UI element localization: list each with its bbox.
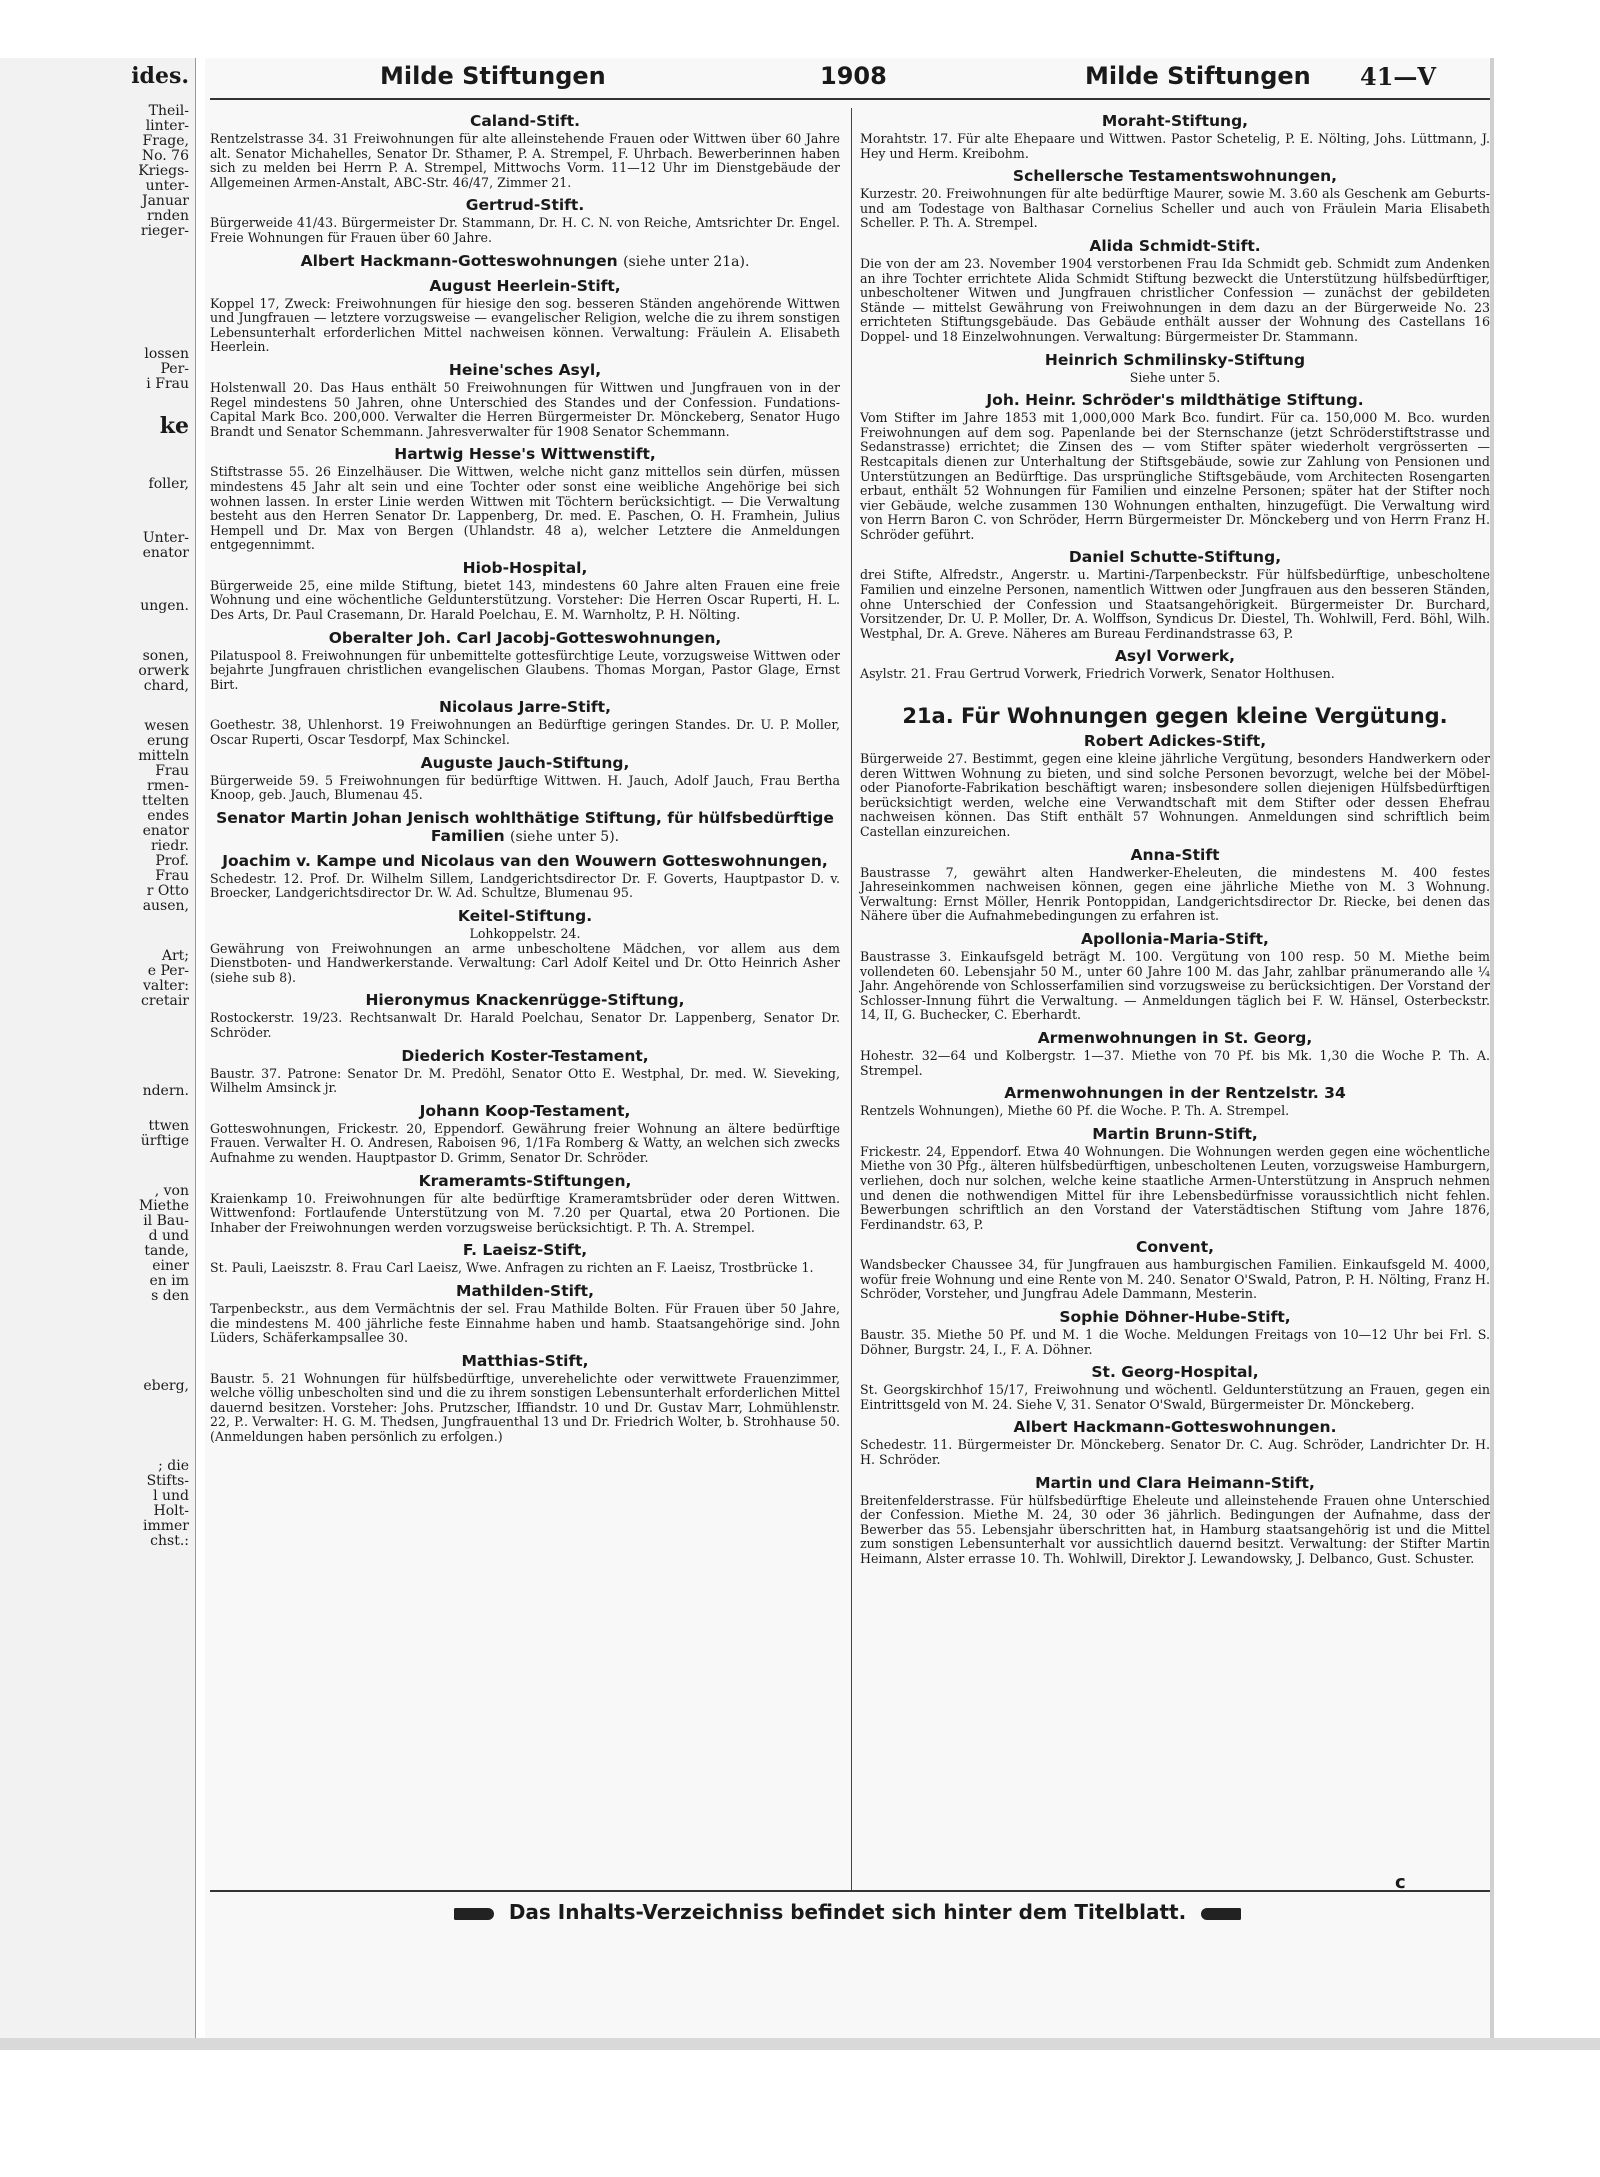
entry-body: Frickestr. 24, Eppendorf. Etwa 40 Wohnungen. Die Wohnungen werden gegen eine wöchentliche Miethe von 30 Pfg., älteren hülfsbedürftigen, unbescholtenen Leuten, vorzugsweise Hamburgern, verliehen, doch nur solchen, welche keine staatliche Armen-Unterstützung in Anspruch nehmen und denen die nothwendigen Mittel für ihre Lebensbedürfnisse voraussichtlich nicht fehlen. Bewerbungen schriftlich an den Vorstand der Vaterstädtischen Stiftung vom Jahre 1876, Ferdinandstr. 63, P. — [860, 1143, 1490, 1232]
foundation-entry — [860, 112, 1490, 161]
entry-title-text: Senator Martin Johan Jenisch wohlthätige Stiftung, für hülfsbedürftige Familien — [216, 808, 834, 845]
entry-title-text: Albert Hackmann-Gotteswohnungen. — [1013, 1418, 1337, 1437]
entry-title-text: Sophie Döhner-Hube-Stift, — [1059, 1308, 1291, 1327]
margin-fragment: Art; — [161, 948, 189, 964]
entry-title-text: Krameramts-Stiftungen, — [418, 1171, 632, 1190]
entry-cross-reference: (siehe unter 21a). — [623, 253, 750, 270]
entry-title — [210, 1047, 840, 1065]
margin-fragment: foller, — [148, 476, 189, 492]
entry-subtitle: Lohkoppelstr. 24. — [469, 926, 581, 941]
entry-subtitle: Siehe unter 5. — [1129, 369, 1221, 385]
entry-title — [860, 1308, 1490, 1326]
entry-title — [860, 237, 1490, 255]
entry-title — [210, 754, 840, 772]
margin-fragment: linter- — [145, 118, 189, 134]
entry-title-text: Auguste Jauch-Stiftung, — [420, 753, 630, 772]
margin-fragment: Prof. — [155, 853, 189, 869]
entry-title — [860, 112, 1490, 130]
page-header — [205, 58, 1490, 100]
foundation-entry — [210, 1047, 840, 1096]
foundation-entry — [860, 237, 1490, 345]
foundation-entry — [860, 1418, 1490, 1467]
entry-body: Bürgerweide 25, eine milde Stiftung, bietet 143, mindestens 60 Jahre alten Frauen eine freie Wohnung und eine wöchentliche Geldunterstützung. Vorsteher: Die Herren Oscar Ruperti, H. L. Des Arts, Dr. Paul Crasemann, Dr. Harald Poelchau, E. M. Warnholtz, P. H. Nölting. — [210, 577, 840, 623]
margin-fragment: , von — [154, 1183, 189, 1199]
entry-body: Baustr. 35. Miethe 50 Pf. und M. 1 die Woche. Meldungen Freitags von 10—12 Uhr bei Frl. S. Döhner, Burgstr. 24, I., F. A. Döhner. — [860, 1327, 1490, 1357]
entry-title-text: Heinrich Schmilinsky-Stiftung — [1044, 350, 1306, 369]
foundation-entry — [210, 907, 840, 985]
entry-title — [210, 1282, 840, 1300]
foundation-entry — [210, 1241, 840, 1276]
footer-note-text: Das Inhalts-Verzeichniss befindet sich hinter dem Titelblatt. — [508, 1900, 1187, 1924]
pointing-hand-icon — [1201, 1908, 1241, 1920]
entry-title — [210, 698, 840, 716]
scan-edge — [0, 2038, 1600, 2050]
entry-title — [860, 167, 1490, 185]
foundation-entry — [860, 1125, 1490, 1233]
entry-body: Breitenfelderstrasse. Für hülfsbedürftige Eheleute und alleinstehende Frauen ohne Unterschied der Confession. Miethe M. 24, 30 oder 36 jährlich. Bedingungen der Aufnahme, dass der Bewerber das 55. Lebensjahr überschritten hat, in Hamburg staatsangehörig ist und die Mittel zum sonstigen Lebensunterhalt vor aussichtlich dauernd besitzt. Verwaltung: der Stifter Martin Heimann, Alster errasse 10. Th. Wohlwill, Direktor J. Lewandowsky, J. Delbanco, Gust. Schuster. — [860, 1492, 1490, 1566]
left-column — [210, 108, 840, 1451]
entry-body: Baustrasse 7, gewährt alten Handwerker-Eheleuten, die mindestens M. 400 festes Jahreseinkommen nachweisen können, gegen eine jährliche Miethe von M. 3 Wohnung. Verwaltung: Ernst Möller, Henrik Pontoppidan, Landgerichtsdirector Dr. Riecke, bei denen das Nähere über die Aufnahmebedingungen zu erfahren ist. — [860, 864, 1490, 924]
entry-title — [210, 629, 840, 647]
entry-title-text: Keitel-Stiftung. — [457, 907, 593, 925]
entry-body: Bürgerweide 27. Bestimmt, gegen eine kleine jährliche Vergütung, besonders Handwerkern oder deren Wittwen Wohnung zu bieten, und sind solche Personen bevorzugt, welche bei der Möbel- oder Pianoforte-Fabrikation beschäftigt waren; insbesondere sollen diejenigen Hülfsbedürftigen berücksichtigt werden, welche eine Verwandtschaft mit dem Stifter oder dessen Ehefrau nachweisen können. Das Stift enthält 57 Wohnungen. Anmeldungen sind schriftlich beim Castellan einzureichen. — [860, 751, 1490, 839]
foundation-entry — [210, 361, 840, 439]
foundation-entry — [210, 698, 840, 747]
entry-title — [860, 351, 1490, 369]
foundation-entry — [210, 809, 840, 846]
margin-fragment: rieger- — [140, 223, 189, 239]
entry-body: Wandsbecker Chaussee 34, für Jungfrauen aus hamburgischen Familien. Einkaufsgeld M. 4000, wofür freie Wohnung und eine Rente von M. 240. Senator O'Swald, Patron, P. H. Nölting, Franz H. Schröder, Vorsteher, und Jungfrau Adele Dammann, Mesterin. — [860, 1257, 1490, 1302]
entry-title — [210, 445, 840, 463]
entry-title-text: Daniel Schutte-Stiftung, — [1068, 548, 1282, 567]
foundation-entry — [210, 1282, 840, 1346]
foundation-entry — [860, 732, 1490, 840]
entry-body: Baustr. 5. 21 Wohnungen für hülfsbedürftige, unverehelichte oder verwittwete Frauenzimmer, welche völlig unbescholten sind und die zu ihrem sonstigen Lebensunterhalt erforderlichen Mittel dauernd besitzen. Vorsteher: Johs. Prutzscher, Iffiandstr. 10 und Dr. Gustav Marr, Lohmühlenstr. 22, P.. Verwalter: H. G. M. Thedsen, Jungfrauenthal 13 und Dr. Friedrich Wolter, b. Strohhause 50. (Anmeldungen haben persönlich zu erfolgen.) — [210, 1370, 840, 1445]
margin-fragment: lossen — [144, 346, 189, 362]
entry-title — [210, 907, 840, 925]
entry-body: Koppel 17, Zweck: Freiwohnungen für hiesige den sog. besseren Ständen angehörende Wittwen und Jungfrauen — letztere vorzugsweise — evangelischer Religion, welche die zu ihrem sonstigen Lebensunterhalt erforderlichen Mittel nachweisen können. Verwaltung: Fräulein A. Elisabeth Heerlein. — [210, 295, 840, 355]
footer-rule — [210, 1890, 1490, 1892]
margin-fragment: riedr. — [150, 838, 189, 854]
margin-fragment: ke — [159, 413, 189, 439]
margin-fragment: rmen- — [147, 778, 189, 794]
header-rule — [210, 98, 1490, 100]
entry-title-text: Johann Koop-Testament, — [419, 1101, 631, 1120]
margin-fragment: chst.: — [150, 1533, 189, 1549]
entry-title-text: Mathilden-Stift, — [456, 1281, 594, 1300]
margin-fragment: d und — [148, 1228, 189, 1244]
foundation-entry — [210, 754, 840, 803]
foundation-entry — [860, 1029, 1490, 1078]
foundation-entry — [210, 252, 840, 271]
entry-title — [210, 361, 840, 379]
entry-title-text: Martin Brunn-Stift, — [1092, 1124, 1258, 1143]
entry-title-text: Schellersche Testamentswohnungen, — [1012, 167, 1338, 186]
entry-title-text: Anna-Stift — [1130, 845, 1220, 864]
entry-title — [210, 1102, 840, 1120]
entry-title — [210, 277, 840, 295]
foundation-entry — [860, 548, 1490, 641]
margin-fragment: ausen, — [142, 898, 189, 914]
margin-fragment: immer — [142, 1518, 189, 1534]
entry-title-text: Hieronymus Knackenrügge-Stiftung, — [365, 991, 685, 1010]
foundation-entry — [210, 991, 840, 1040]
entry-title-text: Joh. Heinr. Schröder's mildthätige Stiftung. — [986, 391, 1364, 410]
entry-body: St. Pauli, Laeiszstr. 8. Frau Carl Laeisz, Wwe. Anfragen zu richten an F. Laeisz, Trostbrücke 1. — [210, 1260, 814, 1276]
entry-title-text: Asyl Vorwerk, — [1114, 647, 1236, 666]
entry-body: Holstenwall 20. Das Haus enthält 50 Freiwohnungen für Wittwen und Jungfrauen von in der Regel mindestens 50 Jahren, ohne Unterschied des Standes und der Confession. Fundations-Capital Mark Bco. 200,000. Verwalter die Herren Bürgermeister Dr. Mönckeberg, Senator Hugo Brandt und Senator Schemmann. Jahresverwalter für 1908 Senator Schemmann. — [210, 379, 840, 439]
entry-title-text: Matthias-Stift, — [461, 1351, 589, 1370]
entry-title — [210, 196, 840, 214]
foundation-entry — [210, 277, 840, 355]
margin-fragment: il Bau- — [143, 1213, 189, 1229]
foundation-entry — [860, 1474, 1490, 1567]
entry-body: Goethestr. 38, Uhlenhorst. 19 Freiwohnungen an Bedürftige geringen Standes. Dr. U. P. Moller, Oscar Ruperti, Oscar Tesdorpf, Max Schinckel. — [210, 717, 840, 748]
margin-fragment: tande, — [144, 1243, 189, 1259]
margin-fragment: r Otto — [146, 883, 189, 899]
entry-body: Bürgerweide 59. 5 Freiwohnungen für bedürftige Wittwen. H. Jauch, Adolf Jauch, Frau Bertha Knoop, geb. Jauch, Blumenau 45. — [210, 772, 840, 803]
entry-body: Hohestr. 32—64 und Kolbergstr. 1—37. Miethe von 70 Pf. bis Mk. 1,30 die Woche P. Th. A. Strempel. — [860, 1047, 1490, 1078]
entry-title-text: Oberalter Joh. Carl Jacobj-Gotteswohnungen, — [328, 628, 722, 647]
margin-fragment: Frau — [155, 763, 189, 779]
foundation-entry — [860, 167, 1490, 231]
entry-title-text: Nicolaus Jarre-Stift, — [439, 698, 611, 717]
entry-title-text: Diederich Koster-Testament, — [401, 1046, 649, 1065]
right-column — [860, 108, 1490, 1573]
entry-cross-reference: (siehe unter 5). — [510, 828, 620, 845]
foundation-entry — [210, 445, 840, 553]
margin-fragment: Miethe — [138, 1198, 189, 1214]
header-year: 1908 — [820, 62, 887, 90]
header-left-title: Milde Stiftungen — [380, 62, 606, 90]
entry-title — [210, 1241, 840, 1259]
entry-body: St. Georgskirchhof 15/17, Freiwohnung und wöchentl. Geldunterstützung an Frauen, gegen ein Eintrittsgeld von M. 24. Siehe V, 31. Senator O'Swald, Bürgermeister Dr. Mönckeberg. — [860, 1382, 1490, 1412]
entry-title — [210, 1352, 840, 1370]
entry-body: Schedestr. 12. Prof. Dr. Wilhelm Sillem, Landgerichtsdirector Dr. F. Goverts, Hauptpastor D. v. Broecker, Landgerichtsdirector Dr. W. Ad. Schultze, Blumenau 95. — [210, 870, 840, 901]
entry-body: Rentzelstrasse 34. 31 Freiwohnungen für alte alleinstehende Frauen oder Wittwen über 60 Jahre alt. Senator Michahelles, Senator Dr. Sthamer, P. A. Strempel, F. Uhrbach. Bewerberinnen haben sich zu melden bei Herrn P. A. Strempel, Mittwochs Vorm. 11—12 Uhr im Dienstgebäude der Allgemeinen Armen-Anstalt, ABC-Str. 46/47, Zimmer 21. — [210, 131, 840, 190]
entry-body: Baustr. 37. Patrone: Senator Dr. M. Predöhl, Senator Otto E. Westphal, Dr. med. W. Sieveking, Wilhelm Amsinck jr. — [210, 1065, 840, 1096]
entry-title — [210, 809, 840, 846]
signature-mark: c — [1395, 1872, 1406, 1893]
entry-title-text: F. Laeisz-Stift, — [462, 1241, 588, 1260]
margin-fragment: Frage, — [142, 133, 189, 149]
margin-fragment: Per- — [160, 361, 189, 377]
margin-fragment: Holt- — [153, 1503, 189, 1519]
entry-body: Morahtstr. 17. Für alte Ehepaare und Wittwen. Pastor Schetelig, P. E. Nölting, Johs. Lüttmann, J. Hey und Herm. Kreibohm. — [860, 131, 1490, 161]
entry-title — [860, 1084, 1490, 1102]
entry-title — [860, 548, 1490, 566]
entry-title — [210, 852, 840, 870]
entry-title-text: Martin und Clara Heimann-Stift, — [1035, 1473, 1315, 1492]
footer-note — [205, 1900, 1490, 1924]
margin-fragment: endes — [147, 808, 189, 824]
entry-title-text: Robert Adickes-Stift, — [1083, 732, 1267, 751]
margin-fragment: ungen. — [140, 598, 189, 614]
margin-fragment: orwerk — [138, 663, 189, 679]
entry-body: Vom Stifter im Jahre 1853 mit 1,000,000 Mark Bco. fundirt. Für ca. 150,000 M. Bco. wurden Freiwohnungen auf dem sog. Papenlande bei der Sternschanze (jetzt Schröderstiftstrasse und Sedanstrasse) errichtet; die Zinsen des — vom Stifter später wiederholt vergrösserten — Restcapitals dienen zur Unterhaltung der Stiftsgebäude, sowie zur Zahlung von Pensionen und Unterstützungen an Bedürftige. Das ursprüngliche Stiftsgebäude, vom Architecten Rosengarten erbaut, enthält 52 Wohnungen für Familien und einzelne Personen; später hat der Stifter noch vier Gebäude, welche zusammen 130 Wohnungen enthalten, hinzugefügt. Die Verwaltung wird von Herrn Baron C. von Schröder, Herrn Bürgermeister Dr. Mönckeberg und von Herrn Franz H. Schröder geführt. — [860, 410, 1490, 542]
entry-body: Tarpenbeckstr., aus dem Vermächtnis der sel. Frau Mathilde Bolten. Für Frauen über 50 Jahre, die mindestens M. 400 jährliche feste Einnahme haben und hamb. Staatsangehörige sind. John Lüders, Schäferkampsallee 30. — [210, 1300, 840, 1346]
margin-fragment: unter- — [145, 178, 189, 194]
margin-fragment: cretair — [141, 993, 189, 1009]
entry-title — [860, 391, 1490, 409]
foundation-entry — [210, 629, 840, 693]
entry-body: Kraienkamp 10. Freiwohnungen für alte bedürftige Krameramtsbrüder oder deren Wittwen. Wittwenfond: Fortlaufende Unterstützung von M. 7.20 per Quartal, etwa 20 Portionen. Die Inhaber der Freiwohnungen werden vorzugsweise berücksichtigt. P. Th. A. Strempel. — [210, 1190, 840, 1235]
margin-fragment: i Frau — [146, 376, 189, 392]
margin-fragment: en im — [149, 1273, 189, 1289]
margin-fragment: ndern. — [142, 1083, 189, 1099]
foundation-entry — [860, 647, 1490, 682]
foundation-entry — [210, 196, 840, 245]
foundation-entry — [860, 351, 1490, 386]
entry-title — [210, 991, 840, 1009]
pointing-hand-icon — [454, 1908, 494, 1920]
margin-fragment: l und — [153, 1488, 189, 1504]
foundation-entry — [860, 1363, 1490, 1412]
foundation-entry — [210, 1352, 840, 1445]
header-right-title: Milde Stiftungen — [1085, 62, 1311, 90]
margin-fragment: No. 76 — [141, 148, 189, 164]
margin-fragment: ttelten — [142, 793, 189, 809]
entry-title — [860, 1418, 1490, 1436]
entry-title-text: Hartwig Hesse's Wittwenstift, — [394, 445, 656, 464]
entry-body: Gotteswohnungen, Frickestr. 20, Eppendorf. Gewährung freier Wohnung an ältere bedürftige Frauen. Verwalter H. O. Andresen, Raboisen 96, 1/1Fa Romberg & Watty, an welchen sich zwecks Aufnahme zu wenden. Hauptpastor D. Grimm, Senator Dr. Schröder. — [210, 1120, 840, 1165]
margin-fragment: Stifts- — [146, 1473, 189, 1489]
entry-body: Baustrasse 3. Einkaufsgeld beträgt M. 100. Vergütung von 100 resp. 50 M. Miethe beim vollendeten 60. Lebensjahr 50 M., unter 60 Jahre 100 M. das Jahr, zahlbar pränumerando alle ¼ Jahr. Angehörende von Schlosserfamilien sind vorzugsweise zu berücksichtigen. Der Vorstand der Schlosser-Innung führt die Verwaltung. — Anmeldungen täglich bei F. W. Hänsel, Osterbeckstr. 14, II, G. Buchecker, C. Eberhardt. — [860, 948, 1490, 1023]
margin-fragment: Frau — [155, 868, 189, 884]
foundation-entry — [210, 1102, 840, 1166]
entry-title-text: Armenwohnungen in der Rentzelstr. 34 — [1004, 1084, 1346, 1103]
entry-title — [210, 112, 840, 130]
margin-fragment: Januar — [141, 193, 189, 209]
entry-title — [210, 1172, 840, 1190]
entry-title — [860, 647, 1490, 665]
margin-fragment: ürftige — [140, 1133, 189, 1149]
entry-title — [860, 1474, 1490, 1492]
entry-title — [860, 732, 1490, 750]
entry-body: Die von der am 23. November 1904 verstorbenen Frau Ida Schmidt geb. Schmidt zum Andenken an ihre Tochter errichtete Alida Schmidt Stiftung bezweckt die Unterstützung hülfsbedürftiger, unbescholtener Witwen und Jungfrauen christlicher Confession — zunächst der gebildeten Stände — mittelst Gewährung von Freiwohnungen in dem dazu an der Bürgerweide No. 23 errichteten Stiftungsgebäude. Das Gebäude enthält ausser der Wohnung des Castellans 16 Doppel- und 18 Einzelwohnungen. Verwaltung: Bürgermeister Dr. Stammann. — [860, 255, 1490, 344]
entry-title — [860, 930, 1490, 948]
entry-body: Gewährung von Freiwohnungen an arme unbescholtene Mädchen, vor allem aus dem Dienstboten- und Handwerkerstande. Verwaltung: Carl Adolf Keitel und Dr. Otto Heinrich Asher (siehe sub 8). — [210, 940, 840, 985]
entry-body: Rostockerstr. 19/23. Rechtsanwalt Dr. Harald Poelchau, Senator Dr. Lappenberg, Senator Dr. Schröder. — [210, 1010, 840, 1040]
adjacent-page-strip — [0, 58, 196, 2038]
foundation-entry — [210, 852, 840, 901]
margin-fragment: e Per- — [147, 963, 189, 979]
entry-title-text: August Heerlein-Stift, — [429, 276, 621, 295]
entry-body: Kurzestr. 20. Freiwohnungen für alte bedürftige Maurer, sowie M. 3.60 als Geschenk am Geburts- und am Todestage von Balthasar Cornelius Scheller und auch von Fräulein Maria Elisabeth Scheller. P. Th. A. Strempel. — [860, 186, 1490, 231]
entry-title-text: Hiob-Hospital, — [462, 558, 588, 577]
entry-title-text: St. Georg-Hospital, — [1091, 1363, 1259, 1382]
margin-fragment: chard, — [143, 678, 189, 694]
entry-title-text: Joachim v. Kampe und Nicolaus van den Wouwern Gotteswohnungen, — [222, 851, 828, 870]
foundation-entry — [860, 1084, 1490, 1119]
margin-fragment: ides. — [131, 63, 189, 89]
margin-fragment: sonen, — [142, 648, 189, 664]
margin-fragment: ttwen — [148, 1118, 189, 1134]
entry-title — [860, 846, 1490, 864]
margin-fragment: wesen — [144, 718, 189, 734]
margin-fragment: Unter- — [142, 530, 189, 546]
margin-fragment: Kriegs- — [138, 163, 189, 179]
margin-fragment: enator — [142, 823, 189, 839]
entry-title-text: Gertrud-Stift. — [465, 196, 585, 215]
section-heading: 21a. Für Wohnungen gegen kleine Vergütung. — [902, 704, 1448, 729]
margin-fragment: eberg, — [143, 1378, 189, 1394]
entry-body: drei Stifte, Alfredstr., Angerstr. u. Martini-/Tarpenbeckstr. Für hülfsbedürftige, unbescholtene Familien und einzelne Personen, namentlich Wittwen oder Jungfrauen aus den besseren Ständen, ohne Unterschied der Confession und Staatsangehörigkeit. Bürgermeister Dr. Burchard, Vorsitzender, Dr. U. P. Moller, Dr. A. Wolffson, Syndicus Dr. Diestel, Th. Wohlwill, Ferd. Böhl, Wilh. Westphal, Dr. A. Greve. Näheres am Bureau Ferdinandstrasse 63, P. — [860, 567, 1490, 641]
margin-fragment: Theil- — [148, 103, 189, 119]
entry-title — [860, 1363, 1490, 1381]
foundation-entry — [860, 391, 1490, 542]
entry-title — [860, 1125, 1490, 1143]
foundation-entry — [210, 112, 840, 190]
entry-body: Stiftstrasse 55. 26 Einzelhäuser. Die Wittwen, welche nicht ganz mittellos sein dürfen, müssen mindestens 45 Jahr alt sein und eine Tochter oder sonst eine weibliche Angehörige bei sich wohnen lassen. In erster Linie werden Wittwen mit Töchtern berücksichtigt. — Die Verwaltung besteht aus den Herren Senator Dr. Lappenberg, Dr. med. E. Paschen, O. H. Framhein, Julius Hempell und Dr. Max von Bergen (Uhlandstr. 48 a), welcher Letztere die Anmeldungen entgegennimmt. — [210, 464, 840, 553]
foundation-entry — [210, 559, 840, 623]
column-divider — [851, 108, 852, 1890]
margin-fragment: enator — [142, 545, 189, 561]
entry-title — [860, 1238, 1490, 1256]
entry-title-text: Caland-Stift. — [469, 112, 581, 130]
entry-title — [210, 559, 840, 577]
entry-body: Bürgerweide 41/43. Bürgermeister Dr. Stammann, Dr. H. C. N. von Reiche, Amtsrichter Dr. Engel. Freie Wohnungen für Frauen über 60 Jahre. — [210, 215, 840, 245]
margin-fragment: s den — [151, 1288, 189, 1304]
entry-body: Pilatuspool 8. Freiwohnungen für unbemittelte gottesfürchtige Leute, vorzugsweise Wittwen oder bejahrte Jungfrauen christlichen evangelischen Glaubens. Thomas Morgan, Pastor Glage, Ernst Birt. — [210, 647, 840, 692]
margin-fragment: valter: — [142, 978, 189, 994]
margin-fragment: rnden — [147, 208, 189, 224]
entry-title-text: Heine'sches Asyl, — [448, 360, 602, 379]
header-page-number: 41—V — [1360, 62, 1437, 91]
entry-title-text: Convent, — [1135, 1238, 1214, 1257]
entry-body: Schedestr. 11. Bürgermeister Dr. Mönckeberg. Senator Dr. C. Aug. Schröder, Landrichter Dr. H. H. Schröder. — [860, 1437, 1490, 1468]
foundation-entry — [860, 930, 1490, 1023]
foundation-entry — [860, 1308, 1490, 1357]
entry-title-text: Albert Hackmann-Gotteswohnungen — [300, 251, 618, 270]
margin-fragment: erung — [147, 733, 189, 749]
entry-body: Asylstr. 21. Frau Gertrud Vorwerk, Friedrich Vorwerk, Senator Holthusen. — [860, 666, 1335, 682]
entry-title-text: Moraht-Stiftung, — [1101, 112, 1249, 130]
entry-title — [210, 252, 840, 271]
foundation-entry — [210, 1172, 840, 1236]
entry-title-text: Alida Schmidt-Stift. — [1089, 236, 1261, 255]
document-page — [205, 58, 1494, 2038]
foundation-entry — [860, 1238, 1490, 1302]
margin-fragment: ; die — [158, 1458, 189, 1474]
entry-title — [860, 1029, 1490, 1047]
entry-title-text: Armenwohnungen in St. Georg, — [1037, 1028, 1313, 1047]
margin-fragment: mitteln — [138, 748, 189, 764]
entry-title-text: Apollonia-Maria-Stift, — [1081, 929, 1269, 948]
margin-fragment: einer — [152, 1258, 189, 1274]
entry-body: Rentzels Wohnungen), Miethe 60 Pf. die Woche. P. Th. A. Strempel. — [860, 1103, 1290, 1119]
foundation-entry — [860, 846, 1490, 924]
